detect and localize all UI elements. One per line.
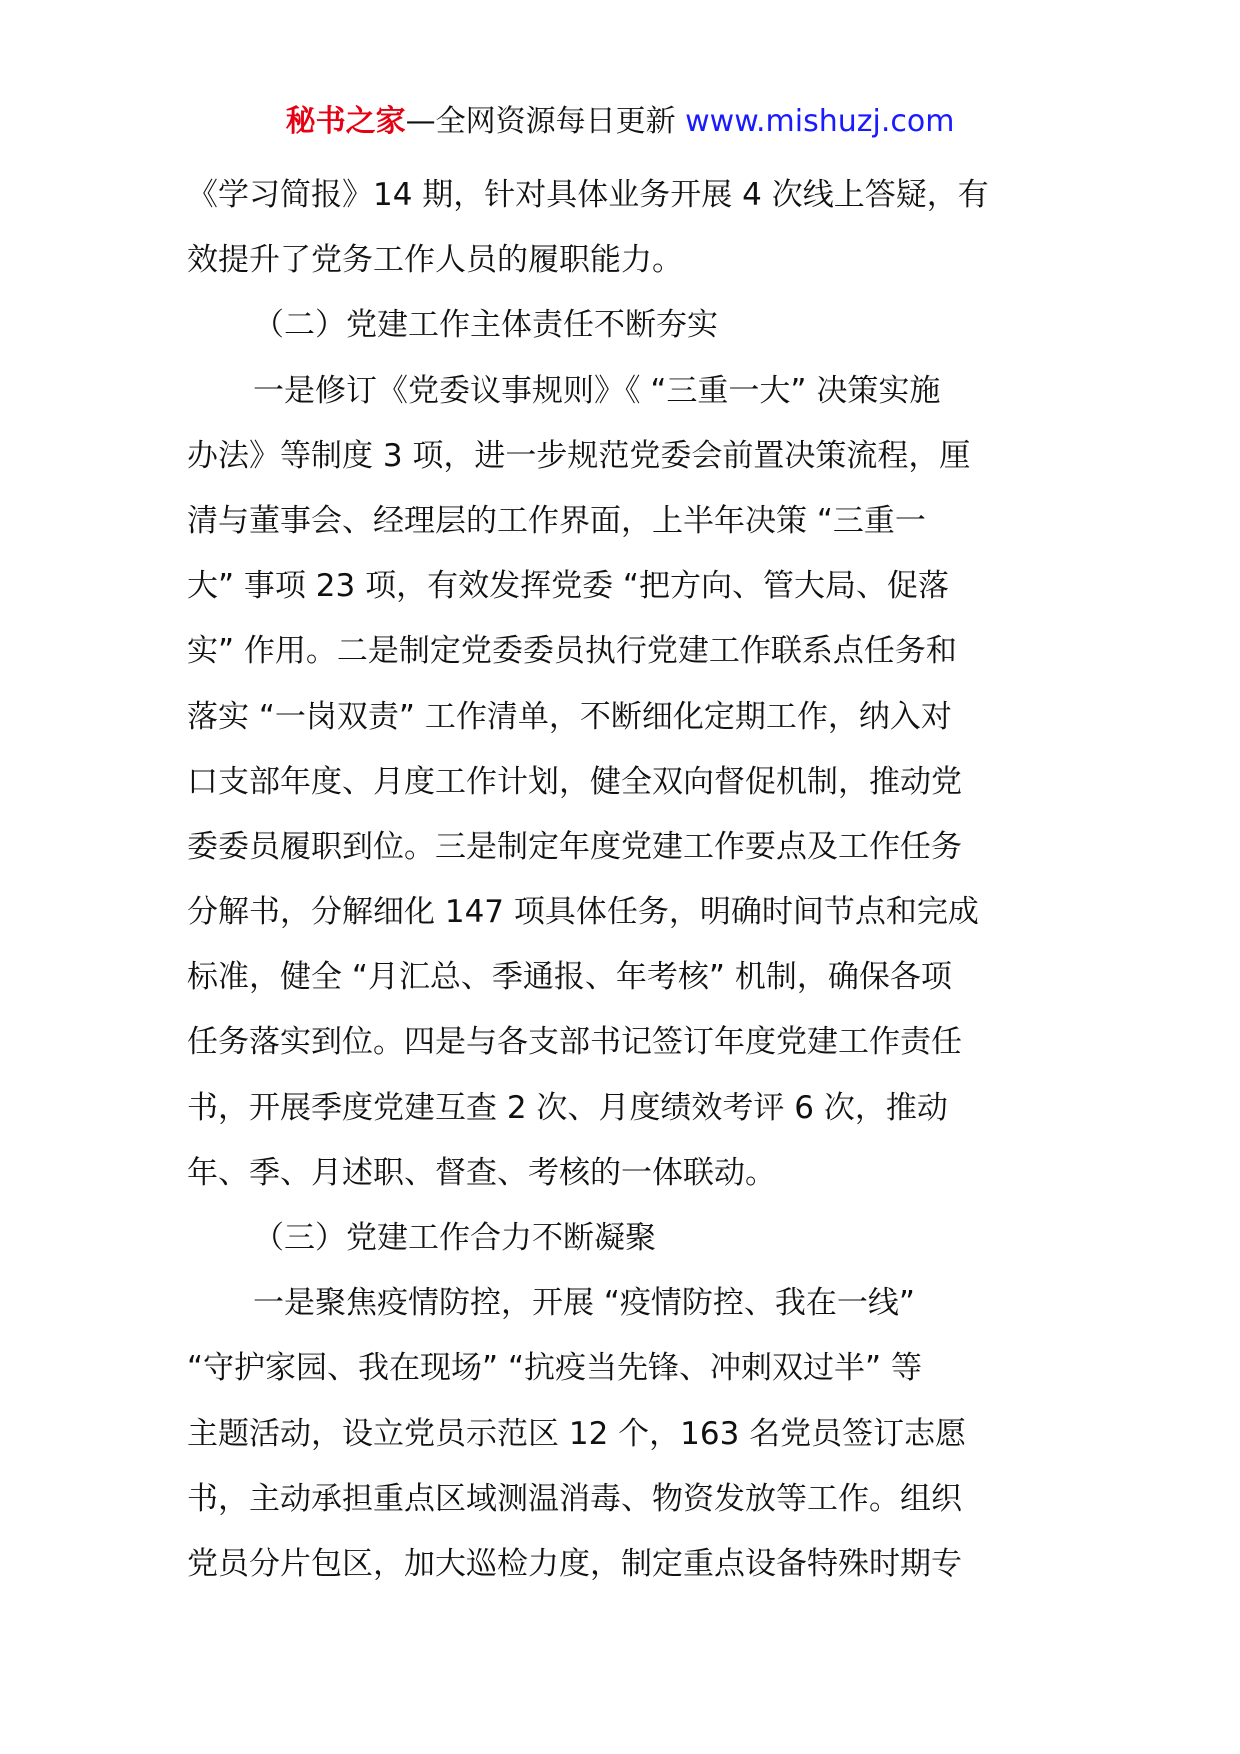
text-line: 分解书，分解细化 147 项具体任务，明确时间节点和完成: [187, 894, 979, 931]
text-line: 年、季、月述职、督查、考核的一体联动。: [187, 1154, 776, 1191]
text-line: 委委员履职到位。三是制定年度党建工作要点及工作任务: [187, 828, 962, 865]
text-line: 实” 作用。二是制定党委委员执行党建工作联系点任务和: [187, 633, 957, 670]
text-line: 清与董事会、经理层的工作界面，上半年决策 “三重一: [187, 502, 926, 539]
text-line: 《学习简报》14 期，针对具体业务开展 4 次线上答疑，有: [187, 177, 989, 213]
text-line: 一是聚焦疫情防控，开展 “疫情防控、我在一线”: [253, 1285, 915, 1322]
text-line: 党员分片包区，加大巡检力度，制定重点设备特殊时期专: [187, 1545, 962, 1582]
brand-name: 秘书之家: [285, 104, 406, 139]
page-header: [0, 100, 1240, 144]
text-line: 办法》等制度 3 项，进一步规范党委会前置决策流程，厘: [187, 437, 971, 474]
text-line: 大” 事项 23 项，有效发挥党委 “把方向、管大局、促落: [187, 568, 949, 605]
header-tagline: —全网资源每日更新: [405, 104, 676, 139]
text-line: 落实 “一岗双责” 工作清单，不断细化定期工作，纳入对: [187, 698, 952, 735]
document-body: [187, 163, 1057, 1597]
site-url-link[interactable]: www.mishuzj.com: [685, 104, 955, 139]
text-line: （二）党建工作主体责任不断夯实: [253, 307, 718, 344]
text-line: 一是修订《党委议事规则》《 “三重一大” 决策实施: [253, 372, 941, 409]
text-line: 口支部年度、月度工作计划，健全双向督促机制，推动党: [187, 763, 962, 800]
text-line: 书，主动承担重点区域测温消毒、物资发放等工作。组织: [187, 1480, 962, 1517]
text-line: 主题活动，设立党员示范区 12 个，163 名党员签订志愿: [187, 1415, 967, 1452]
text-line: 效提升了党务工作人员的履职能力。: [187, 242, 683, 279]
text-line: “守护家园、我在现场” “抗疫当先锋、冲刺双过半” 等: [187, 1350, 922, 1387]
text-line: 书，开展季度党建互查 2 次、月度绩效考评 6 次，推动: [187, 1089, 948, 1126]
text-line: （三）党建工作合力不断凝聚: [253, 1220, 656, 1256]
text-line: 标准，健全 “月汇总、季通报、年考核” 机制，确保各项: [187, 959, 952, 996]
text-line: 任务落实到位。四是与各支部书记签订年度党建工作责任: [187, 1024, 962, 1061]
